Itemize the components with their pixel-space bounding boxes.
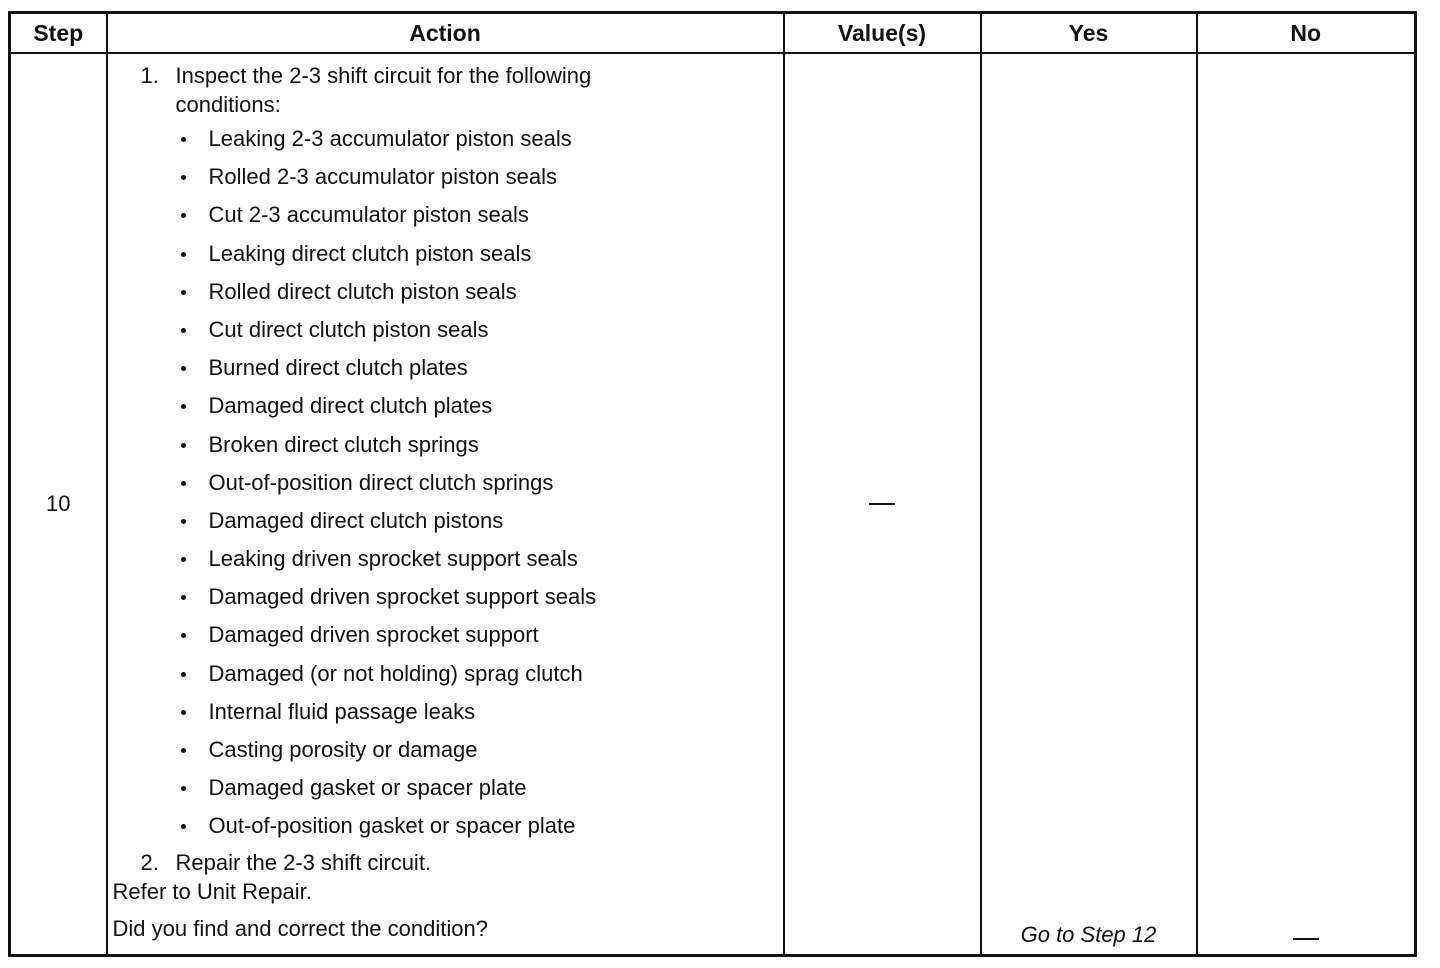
- condition-text: Leaking direct clutch piston seals: [208, 240, 532, 266]
- bullet-icon: [181, 443, 186, 448]
- no-cell: [1197, 53, 1416, 956]
- condition-text: Damaged driven sprocket support seals: [208, 584, 597, 610]
- list-item: [108, 773, 783, 811]
- list-item: [108, 582, 783, 620]
- condition-text: Internal fluid passage leaks: [208, 698, 476, 724]
- diagnostic-table: [8, 11, 1417, 957]
- condition-text: Cut 2-3 accumulator piston seals: [208, 202, 529, 228]
- action-cell: [107, 53, 784, 956]
- header-yes: Yes: [981, 13, 1197, 54]
- bullet-icon: [181, 481, 186, 486]
- condition-text: Casting porosity or damage: [208, 737, 478, 762]
- bullet-icon: [181, 748, 186, 753]
- action-step-1: [108, 61, 783, 119]
- list-item: [108, 239, 783, 277]
- condition-text: Out-of-position direct clutch springs: [208, 469, 554, 495]
- condition-text: Leaking driven sprocket support seals: [208, 546, 578, 572]
- bullet-icon: [181, 672, 186, 677]
- list-item: [108, 697, 783, 735]
- list-item: [108, 430, 783, 468]
- list-item: [108, 162, 783, 200]
- condition-text: Damaged direct clutch pistons: [208, 507, 504, 533]
- bullet-icon: [181, 366, 186, 371]
- dash-icon: [1293, 938, 1319, 940]
- header-no: No: [1197, 13, 1416, 54]
- step-2-text: Repair the 2-3 shift circuit.: [175, 849, 432, 875]
- list-item: [108, 277, 783, 315]
- condition-text: Damaged gasket or spacer plate: [208, 775, 527, 801]
- condition-text: Out-of-position gasket or spacer plate: [208, 813, 576, 839]
- bullet-icon: [181, 213, 186, 218]
- table-row: [10, 53, 1416, 956]
- step-number: 10: [10, 53, 107, 956]
- bullet-icon: [181, 786, 186, 791]
- condition-text: Broken direct clutch springs: [208, 431, 479, 457]
- list-item: [108, 391, 783, 429]
- list-item: [108, 468, 783, 506]
- condition-text: Leaking 2-3 accumulator piston seals: [208, 126, 572, 151]
- yes-cell: [981, 53, 1197, 956]
- bullet-icon: [181, 137, 186, 142]
- list-item: [108, 811, 783, 849]
- header-action: Action: [107, 13, 784, 54]
- action-step-2: [108, 848, 783, 877]
- condition-text: Rolled 2-3 accumulator piston seals: [208, 164, 558, 190]
- question-text: Did you find and correct the condition?: [112, 915, 488, 941]
- conditions-list: [108, 124, 783, 850]
- bullet-icon: [181, 328, 186, 333]
- bullet-icon: [181, 710, 186, 715]
- bullet-icon: [181, 557, 186, 562]
- condition-text: Rolled direct clutch piston seals: [208, 278, 517, 304]
- bullet-icon: [181, 290, 186, 295]
- list-item: [108, 659, 783, 697]
- header-values: Value(s): [784, 13, 981, 54]
- bullet-icon: [181, 595, 186, 600]
- list-item: [108, 124, 783, 162]
- step-1-text: Inspect the 2-3 shift circuit for the following conditions:: [175, 63, 592, 117]
- condition-text: Damaged direct clutch plates: [208, 393, 493, 419]
- list-item: [108, 620, 783, 658]
- bullet-icon: [181, 252, 186, 257]
- step-2-number: 2.: [140, 849, 159, 875]
- bullet-icon: [181, 404, 186, 409]
- condition-text: Burned direct clutch plates: [208, 355, 468, 381]
- values-cell: [784, 53, 981, 956]
- refer-text: Refer to Unit Repair.: [112, 878, 312, 904]
- yes-action-text: Go to Step 12: [1020, 922, 1157, 947]
- bullet-icon: [181, 175, 186, 180]
- list-item: [108, 735, 783, 773]
- condition-text: Damaged driven sprocket support: [208, 622, 539, 648]
- bullet-icon: [181, 633, 186, 638]
- list-item: [108, 544, 783, 582]
- header-row: [10, 13, 1416, 54]
- list-item: [108, 200, 783, 238]
- condition-text: Cut direct clutch piston seals: [208, 316, 489, 342]
- list-item: [108, 315, 783, 353]
- bullet-icon: [181, 519, 186, 524]
- list-item: [108, 506, 783, 544]
- header-step: Step: [10, 13, 107, 54]
- list-item: [108, 353, 783, 391]
- dash-icon: [869, 503, 895, 505]
- condition-text: Damaged (or not holding) sprag clutch: [208, 660, 583, 686]
- step-1-number: 1.: [140, 63, 159, 88]
- bullet-icon: [181, 824, 186, 829]
